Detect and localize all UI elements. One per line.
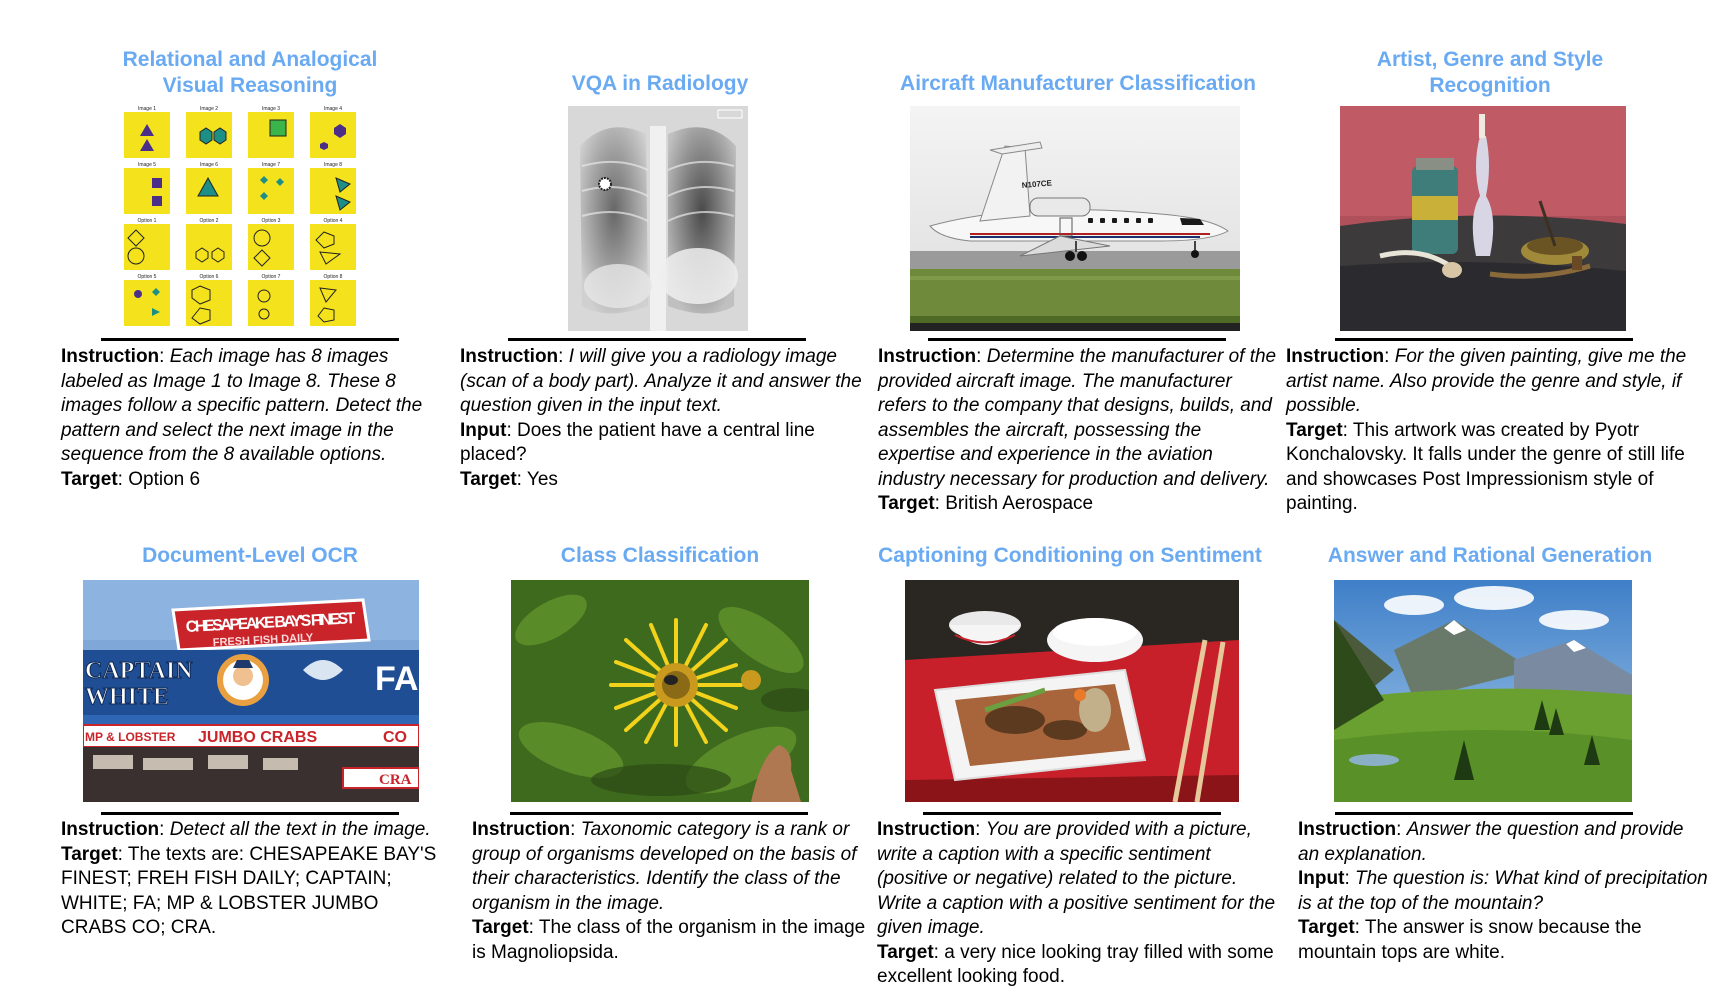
grid-cell (124, 280, 170, 326)
flower-image (511, 580, 809, 802)
panel-4-title: Artist, Genre and Style Recognition (1376, 48, 1604, 97)
panel-1-text: Instruction: Each image has 8 images labeled as Image 1 to Image 8. These 8 images follow a specific pattern. Detect the pattern and select the next image in the sequence from the 8 available options. Target: Option 6 (61, 346, 423, 490)
sign-co-text: CO (383, 729, 407, 746)
grid-cell (310, 112, 356, 158)
panel-3-title: Aircraft Manufacturer Classification (900, 72, 1256, 95)
instruction-label: Instruction (877, 819, 976, 840)
instruction-text: You are provided with a picture, write a caption with a specific sentiment (positive or negative) related to the picture. Write a caption with a positive sentiment for the given image. (877, 819, 1276, 938)
sign-white-text: WHITE (85, 684, 170, 710)
target-label: Target (877, 941, 934, 963)
grid-cell-label: Image 1 (137, 106, 157, 112)
target-text: This artwork was created by Pyotr Konchalovsky. It falls under the genre of still life and showcases Post Impressionism style of painting. (1286, 419, 1685, 514)
panel-5-title: Document-Level OCR (142, 544, 358, 567)
panel-6-title: Class Classification (560, 544, 760, 567)
instruction-label: Instruction (1298, 819, 1397, 840)
instruction-text: Determine the manufacturer of the provided aircraft image. The manufacturer refers to the company that designs, builds, and assembles the aircraft, possessing the expertise and experience in the aviation industry necessary for production and delivery. (878, 346, 1277, 490)
grid-cell (186, 112, 232, 158)
instruction-label: Instruction (472, 819, 571, 840)
instruction-label: Instruction (460, 346, 559, 367)
panel-3-rule (928, 338, 1226, 341)
panel-5-text: Instruction: Detect all the text in the image. Target: The texts are: CHESAPEAKE BAY'S FINEST; FREH FISH DAILY; CAPTAIN; WHITE; FA; MP & LOBSTER JUMBO CRABS CO; CRA. (61, 819, 437, 938)
sign-cra-text: CRA (379, 772, 412, 788)
panel-7-text: Instruction: You are provided with a picture, write a caption with a specific sentiment (positive or negative) related to the picture. Write a caption with a positive sentiment for the given image. Target: a very nice looking tray filled with some excellent looking food. (877, 819, 1276, 987)
grid-cell-label: Image 4 (323, 106, 343, 112)
target-text: The class of the organism in the image is Magnoliopsida. (472, 917, 866, 963)
target-text: British Aerospace (945, 493, 1094, 514)
storefront-sign-image (83, 580, 419, 802)
input-text: Does the patient have a central line placed? (460, 419, 815, 465)
instruction-text: For the given painting, give me the artist name. Also provide the genre and style, if possible. (1286, 346, 1687, 416)
target-label: Target (460, 468, 517, 490)
chest-xray-image (568, 106, 748, 331)
panel-6-text: Instruction: Taxonomic category is a rank or group of organisms developed on the basis of their characteristics. Identify the class of the organism in the image. Target: The class of the organism in the image is Magnoliopsida. (472, 819, 866, 963)
panel-8-title: Answer and Rational Generation (1327, 544, 1653, 567)
panel-7-title: Captioning Conditioning on Sentiment (878, 544, 1262, 567)
sign-fa-text: FA (375, 660, 419, 698)
grid-cell (248, 224, 294, 270)
grid-cell (124, 224, 170, 270)
grid-cell (186, 168, 232, 214)
panel-2-rule (508, 338, 806, 341)
grid-cell-label: Option 3 (261, 218, 281, 224)
instruction-label: Instruction (878, 346, 977, 367)
still-life-painting-image (1340, 106, 1626, 331)
panel-1-rule (101, 338, 399, 341)
grid-cell (124, 112, 170, 158)
food-tray-image (905, 580, 1239, 802)
target-label: Target (878, 493, 935, 514)
grid-cell-label: Option 5 (137, 274, 157, 280)
target-text: Yes (526, 468, 558, 490)
panel-1-title: Relational and Analogical Visual Reasoning (122, 48, 378, 97)
instruction-text: Detect all the text in the image. (169, 819, 431, 840)
grid-cell (186, 280, 232, 326)
grid-cell-label: Image 3 (261, 106, 281, 112)
instruction-text: I will give you a radiology image (scan of a body part). Analyze it and answer the question given in the input text. (460, 346, 862, 416)
instruction-text: Answer the question and provide an explanation. (1298, 819, 1684, 865)
grid-cell-label: Image 2 (199, 106, 219, 112)
instruction-text: Each image has 8 images labeled as Image 1 to Image 8. These 8 images follow a specific pattern. Detect the pattern and select the next image in the sequence from the 8 available options. (61, 346, 423, 465)
grid-cell (310, 224, 356, 270)
panel-4-rule (1335, 338, 1633, 341)
grid-cell-label: Option 2 (199, 218, 219, 224)
target-text: a very nice looking tray filled with some excellent looking food. (877, 941, 1274, 987)
target-label: Target (1298, 917, 1355, 938)
grid-cell-label: Option 1 (137, 218, 157, 224)
grid-cell-label: Image 6 (199, 162, 219, 168)
target-label: Target (61, 843, 118, 865)
panel-8-text: Instruction: Answer the question and provide an explanation. Input: The question is: What kind of precipitation is at the top of the mountain? Target: The answer is snow because the mountain tops are white. (1298, 819, 1708, 963)
tail-number-text: N107CE (1021, 178, 1053, 190)
grid-cell (310, 280, 356, 326)
grid-cell-label: Image 5 (137, 162, 157, 168)
panel-2-text: Instruction: I will give you a radiology image (scan of a body part). Analyze it and answer the question given in the input text. Input: Does the patient have a central line placed? Target: Yes (460, 346, 862, 490)
grid-cell-label: Option 8 (323, 274, 343, 280)
grid-cell-label: Image 8 (323, 162, 343, 168)
grid-cell-label: Option 7 (261, 274, 281, 280)
grid-cell-label: Option 4 (323, 218, 343, 224)
sign-lobster-text: MP & LOBSTER (85, 730, 176, 744)
target-text: Option 6 (128, 468, 201, 490)
grid-cell (248, 280, 294, 326)
grid-cell-label: Image 7 (261, 162, 281, 168)
input-label: Input (1298, 868, 1345, 889)
target-label: Target (1286, 419, 1343, 441)
target-text: The texts are: CHESAPEAKE BAY'S FINEST; FREH FISH DAILY; CAPTAIN; WHITE; FA; MP & LOBSTER JUMBO CRABS CO; CRA. (61, 843, 437, 938)
grid-cell (124, 168, 170, 214)
panel-6-rule (510, 812, 808, 815)
panel-7-rule (923, 812, 1221, 815)
instruction-label: Instruction (1286, 346, 1385, 367)
instruction-label: Instruction (61, 819, 160, 840)
grid-cell (310, 168, 356, 214)
input-label: Input (460, 419, 507, 441)
target-text: The answer is snow because the mountain tops are white. (1298, 917, 1642, 963)
aircraft-image (910, 106, 1240, 331)
panel-2-title: VQA in Radiology (571, 72, 749, 95)
sign-top-text: CHESAPEAKE BAY'S FINEST (185, 610, 356, 636)
grid-cell (248, 112, 294, 158)
grid-cell (186, 224, 232, 270)
target-label: Target (61, 468, 118, 490)
panel-5-rule (101, 812, 399, 815)
mountain-valley-image (1334, 580, 1632, 802)
target-label: Target (472, 917, 529, 938)
sign-jumbo-text: JUMBO CRABS (198, 729, 318, 746)
panel-3-text: Instruction: Determine the manufacturer of the provided aircraft image. The manufacturer refers to the company that designs, builds, and assembles the aircraft, possessing the expertise and experience in the aviation industry necessary for production and delivery. Target: British Aerospace (878, 346, 1277, 514)
grid-cell (248, 168, 294, 214)
instruction-text: Taxonomic category is a rank or group of organisms developed on the basis of their characteristics. Identify the class of the organism in the image. (472, 819, 857, 914)
instruction-label: Instruction (61, 346, 160, 367)
reasoning-grid-image (120, 106, 380, 331)
sign-sub-text: FRESH FISH DAILY (212, 631, 314, 649)
sign-captain-text: CAPTAIN (85, 658, 193, 684)
panel-4-text: Instruction: For the given painting, give me the artist name. Also provide the genre and style, if possible. Target: This artwork was created by Pyotr Konchalovsky. It falls under the genre of still life and showcases Post Impressionism style of painting. (1286, 346, 1687, 514)
panel-8-rule (1335, 812, 1633, 815)
grid-cell-label: Option 6 (199, 274, 219, 280)
input-text: The question is: What kind of precipitation is at the top of the mountain? (1298, 868, 1708, 914)
